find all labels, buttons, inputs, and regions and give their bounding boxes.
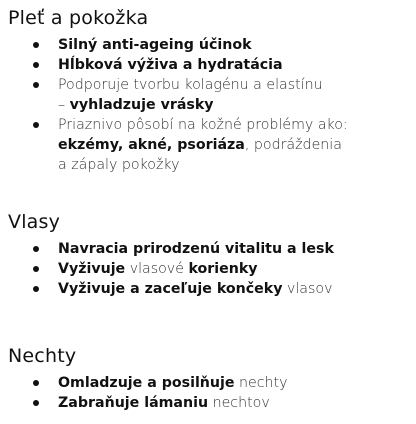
item-text: Navracia prirodzenú vitalitu a lesk xyxy=(58,241,334,257)
section-title: Nechty xyxy=(8,345,77,367)
list-item xyxy=(8,259,414,279)
item-text: Vyživuje xyxy=(58,261,126,277)
item-text: Vyživuje a zaceľuje končeky xyxy=(58,281,283,297)
item-text: Silný anti-ageing účinok xyxy=(58,37,252,53)
bullet-icon xyxy=(33,286,39,292)
item-text: vlasové xyxy=(125,261,189,277)
bullet-icon xyxy=(33,246,39,252)
benefit-list xyxy=(8,373,414,413)
section-vlasy xyxy=(8,210,414,299)
item-text: Podporuje tvorbu kolagénu a elastínu xyxy=(58,77,323,93)
benefit-list xyxy=(8,239,414,299)
list-item xyxy=(8,393,414,413)
list-item xyxy=(8,239,414,259)
section-plet-a-pokozka xyxy=(8,6,414,175)
item-text: Zabraňuje lámaniu xyxy=(58,395,209,411)
bullet-icon xyxy=(33,122,39,128)
bullet-icon xyxy=(33,62,39,68)
item-text: , podráždenia xyxy=(244,137,342,153)
list-item xyxy=(8,373,414,393)
item-text: – xyxy=(58,97,70,113)
item-text: a zápaly pokožky xyxy=(58,157,180,173)
item-text: Omladzuje a posilňuje xyxy=(58,375,235,391)
list-item xyxy=(8,75,414,115)
list-item xyxy=(8,115,414,175)
item-text: korienky xyxy=(188,261,258,277)
item-text: Hĺbková výživa a hydratácia xyxy=(58,57,283,73)
section-nechty xyxy=(8,344,414,413)
item-text: nechtov xyxy=(208,395,270,411)
bullet-icon xyxy=(33,82,39,88)
item-text: vyhladzuje vrásky xyxy=(69,97,214,113)
bullet-icon xyxy=(33,42,39,48)
item-text: nechty xyxy=(234,375,288,391)
item-text: ekzémy, akné, psoriáza xyxy=(58,137,245,153)
bullet-icon xyxy=(33,380,39,386)
bullet-icon xyxy=(33,266,39,272)
list-item xyxy=(8,55,414,75)
list-item xyxy=(8,35,414,55)
section-title: Pleť a pokožka xyxy=(8,7,149,29)
bullet-icon xyxy=(33,400,39,406)
benefit-list xyxy=(8,35,414,175)
list-item xyxy=(8,279,414,299)
item-text: vlasov xyxy=(282,281,333,297)
item-text: Priaznivo pôsobí na kožné problémy ako: xyxy=(58,117,348,133)
section-title: Vlasy xyxy=(8,211,61,233)
